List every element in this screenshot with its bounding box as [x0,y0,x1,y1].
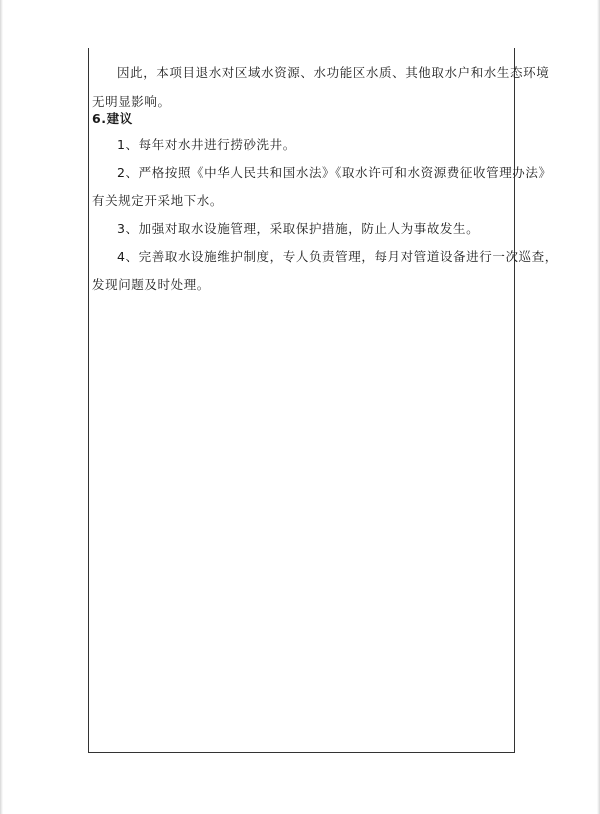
paragraph-conclusion-line-1: 因此，本项目退水对区域水资源、水功能区水质、其他取水户和水生态环境 [117,65,550,80]
paragraph-conclusion-line-2: 无明显影响。 [92,94,171,109]
table-frame [88,48,558,753]
suggestion-item-3: 3、加强对取水设施管理，采取保护措施，防止人为事故发生。 [117,221,480,236]
suggestion-item-1: 1、每年对水井进行捞砂洗井。 [117,137,296,152]
suggestion-item-2-line-1: 2、严格按照《中华人民共和国水法》《取水许可和水资源费征收管理办法》 [117,165,552,180]
suggestion-item-2-line-2: 有关规定开采地下水。 [92,193,224,208]
section-heading-suggestions: 6.建议 [92,111,133,126]
page-edge-shadow-left [0,0,3,814]
suggestion-item-4-line-1: 4、完善取水设施维护制度，专人负责管理，每月对管道设备进行一次巡查， [117,249,558,264]
suggestion-item-4-line-2: 发现问题及时处理。 [92,277,210,292]
